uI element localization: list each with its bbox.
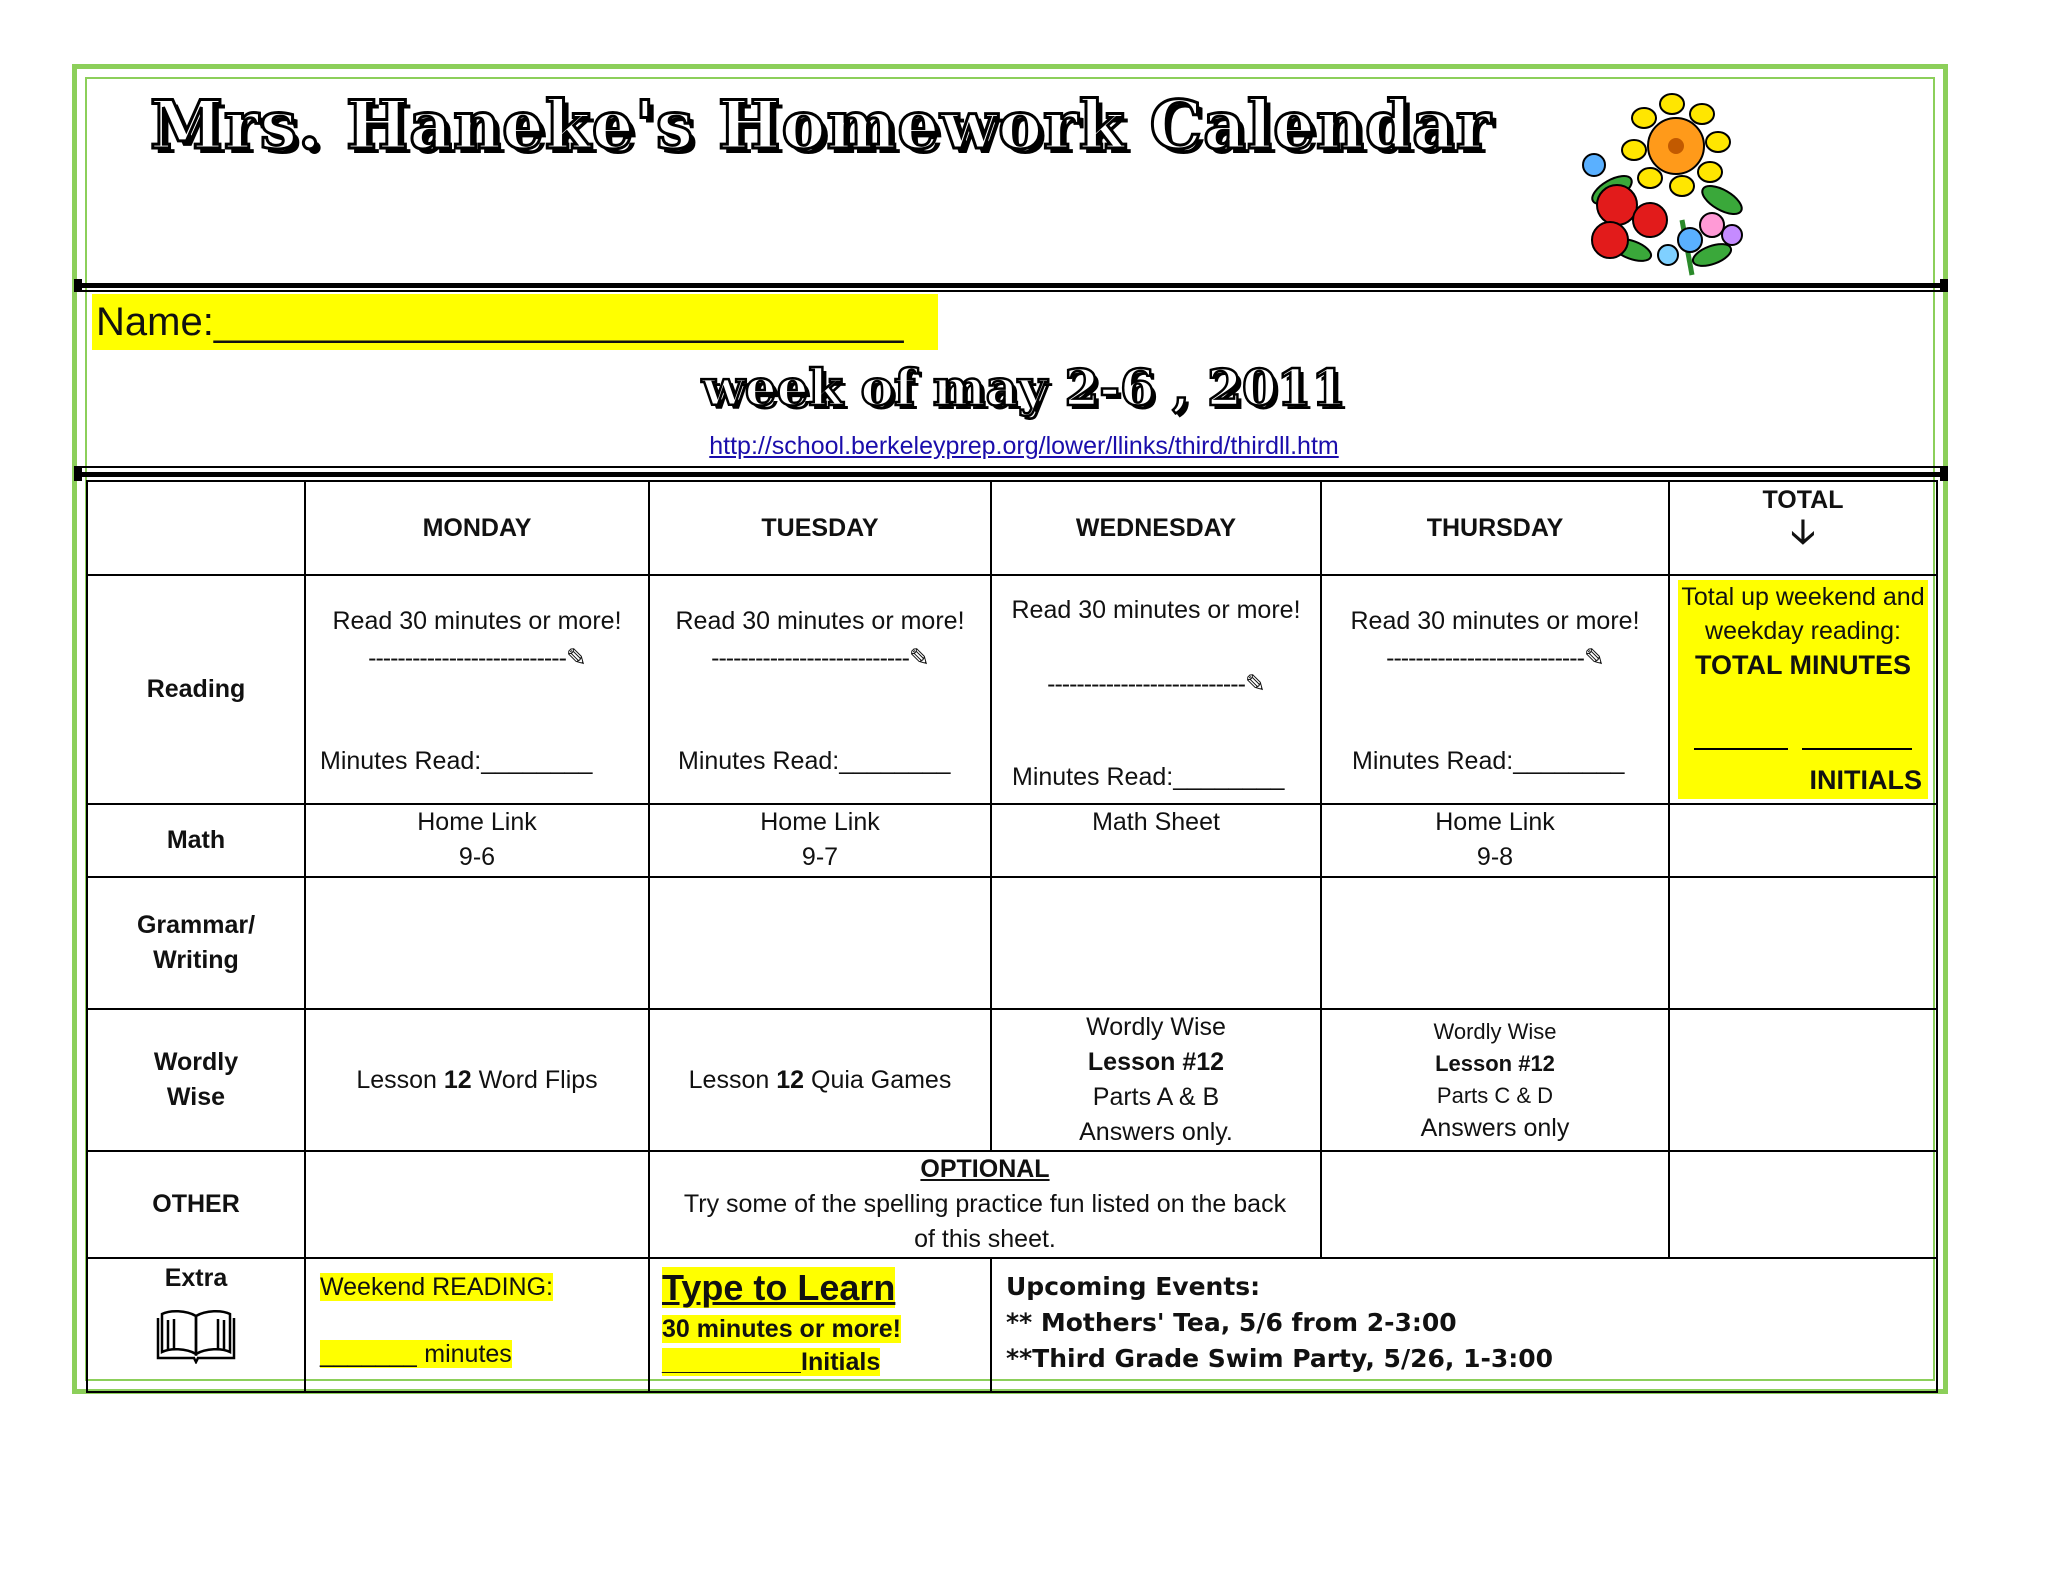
lesson-word: Lesson [688,1065,770,1094]
math-row [87,804,1937,877]
math-assignment: Math Sheet [1092,808,1220,836]
optional-text-2: of this sheet. [914,1225,1056,1253]
student-name-field[interactable]: Name:_______________________________ [92,294,938,350]
math-label: Math [87,804,305,877]
read-instruction: Read 30 minutes or more! [1011,596,1301,624]
calendar-title: Mrs. Haneke's Homework Calendar [150,86,1492,164]
wordly-note: Answers only [1420,1114,1570,1142]
monday-grammar-cell[interactable] [305,877,649,1009]
wednesday-math-cell [991,804,1321,877]
day-header-row [87,481,1937,575]
pencil-icon: ---------------------------✎ [1386,644,1604,672]
pencil-icon: ---------------------------✎ [368,644,586,672]
optional-text-1: Try some of the spelling practice fun listed on the back [683,1190,1287,1218]
header-divider-bottom-thin [74,466,1948,468]
total-wordly-cell[interactable] [1669,1009,1937,1151]
extra-label-cell [87,1258,305,1392]
header-divider-bottom [74,472,1948,477]
grammar-label-line2: Writing [153,946,239,974]
pencil-icon: ---------------------------✎ [1047,670,1265,698]
wordly-wise-label [87,1009,305,1151]
read-instruction: Read 30 minutes or more! [1350,607,1640,635]
total-other-cell[interactable] [1669,1151,1937,1258]
extra-row [87,1258,1937,1392]
homework-table [86,480,1938,1393]
minutes-read-field[interactable]: Minutes Read:________ [320,747,593,775]
weekend-minutes-blank[interactable]: _______ [320,1340,418,1368]
read-instruction: Read 30 minutes or more! [332,607,622,635]
tuesday-wordly-cell [649,1009,991,1151]
monday-header: MONDAY [305,481,649,575]
week-of-heading: week of may 2-6 , 2011 [701,358,1347,417]
event-item: **Third Grade Swim Party, 5/26, 1-3:00 [1006,1344,1554,1373]
wordly-wise-row [87,1009,1937,1151]
type-to-learn-title: Type to Learn [662,1267,896,1308]
read-instruction: Read 30 minutes or more! [675,607,965,635]
header-divider-top [74,283,1948,288]
wordly-line: Wordly Wise [1086,1013,1226,1041]
total-math-cell[interactable] [1669,804,1937,877]
wordly-parts: Parts C & D [1436,1083,1554,1108]
type-to-learn-minutes: 30 minutes or more! [662,1315,901,1343]
total-instruction-1: Total up weekend and [1681,583,1925,611]
math-assignment-number: 9-8 [1476,843,1514,871]
tuesday-math-cell [649,804,991,877]
thursday-math-cell [1321,804,1669,877]
math-assignment-number: 9-7 [801,843,839,871]
math-assignment-number: 9-6 [458,843,496,871]
total-header [1669,481,1937,575]
open-book-icon [156,1306,236,1364]
corner-cell [87,481,305,575]
weekend-reading-cell[interactable] [305,1258,649,1392]
monday-wordly-cell [305,1009,649,1151]
wednesday-wordly-cell [991,1009,1321,1151]
tuesday-reading-cell[interactable] [649,575,991,804]
wordly-label-line2: Wise [166,1083,226,1111]
total-reading-box [1678,580,1928,799]
header-divider-top-thin [74,290,1948,292]
thursday-grammar-cell[interactable] [1321,877,1669,1009]
tuesday-header: TUESDAY [649,481,991,575]
math-assignment: Home Link [760,808,880,836]
minutes-read-field[interactable]: Minutes Read:________ [678,747,951,775]
optional-cell [649,1151,1321,1258]
monday-reading-cell[interactable] [305,575,649,804]
lesson-activity: Quia Games [811,1065,952,1094]
wednesday-header: WEDNESDAY [991,481,1321,575]
lesson-number: 12 [776,1065,805,1094]
total-reading-cell[interactable] [1669,575,1937,804]
extra-label: Extra [164,1264,228,1292]
upcoming-events-cell [991,1258,1937,1392]
lesson-activity: Word Flips [478,1065,598,1094]
minutes-read-field[interactable]: Minutes Read:________ [1012,763,1285,791]
wordly-line: Wordly Wise [1433,1019,1557,1044]
initials-label: INITIALS [1809,765,1922,795]
thursday-wordly-cell [1321,1009,1669,1151]
pencil-icon: ---------------------------✎ [711,644,929,672]
thursday-header: THURSDAY [1321,481,1669,575]
flower-bouquet-icon [1572,90,1752,280]
thursday-reading-cell[interactable] [1321,575,1669,804]
minutes-read-field[interactable]: Minutes Read:________ [1352,747,1625,775]
tuesday-grammar-cell[interactable] [649,877,991,1009]
total-label: TOTAL [1762,486,1844,514]
grammar-label-line1: Grammar/ [136,911,256,939]
optional-heading: OPTIONAL [920,1155,1050,1183]
type-to-learn-initials: Initials [801,1348,881,1376]
monday-math-cell [305,804,649,877]
reading-label: Reading [87,575,305,804]
wordly-parts: Parts A & B [1092,1083,1220,1111]
wordly-lesson: Lesson #12 [1435,1051,1555,1076]
resource-link[interactable]: http://school.berkeleyprep.org/lower/llinks/third/thirdll.htm [709,432,1339,460]
type-to-learn-blank[interactable]: __________ [662,1348,802,1376]
total-instruction-2: weekday reading: [1705,617,1901,645]
other-label: OTHER [87,1151,305,1258]
monday-other-cell[interactable] [305,1151,649,1258]
type-to-learn-cell[interactable] [649,1258,991,1392]
thursday-other-cell[interactable] [1321,1151,1669,1258]
wednesday-reading-cell[interactable] [991,575,1321,804]
wordly-lesson: Lesson #12 [1087,1048,1225,1076]
weekend-minutes-label: minutes [417,1340,512,1368]
total-minutes-label: TOTAL MINUTES [1695,650,1911,680]
grammar-label [87,877,305,1009]
weekend-reading-label: Weekend READING: [320,1273,553,1301]
total-grammar-cell[interactable] [1669,877,1937,1009]
event-item: ** Mothers' Tea, 5/6 from 2-3:00 [1006,1308,1457,1337]
math-assignment: Home Link [1435,808,1555,836]
grammar-row [87,877,1937,1009]
other-row [87,1151,1937,1258]
wordly-label-line1: Wordly [153,1048,239,1076]
math-assignment: Home Link [417,808,537,836]
reading-row [87,575,1937,804]
lesson-word: Lesson [356,1065,437,1094]
lesson-number: 12 [443,1065,472,1094]
total-blanks[interactable] [1694,748,1912,750]
down-arrow-icon: 🡣 [1790,513,1816,551]
wednesday-grammar-cell[interactable] [991,877,1321,1009]
upcoming-events-title: Upcoming Events: [1006,1272,1261,1301]
wordly-note: Answers only. [1079,1118,1233,1146]
